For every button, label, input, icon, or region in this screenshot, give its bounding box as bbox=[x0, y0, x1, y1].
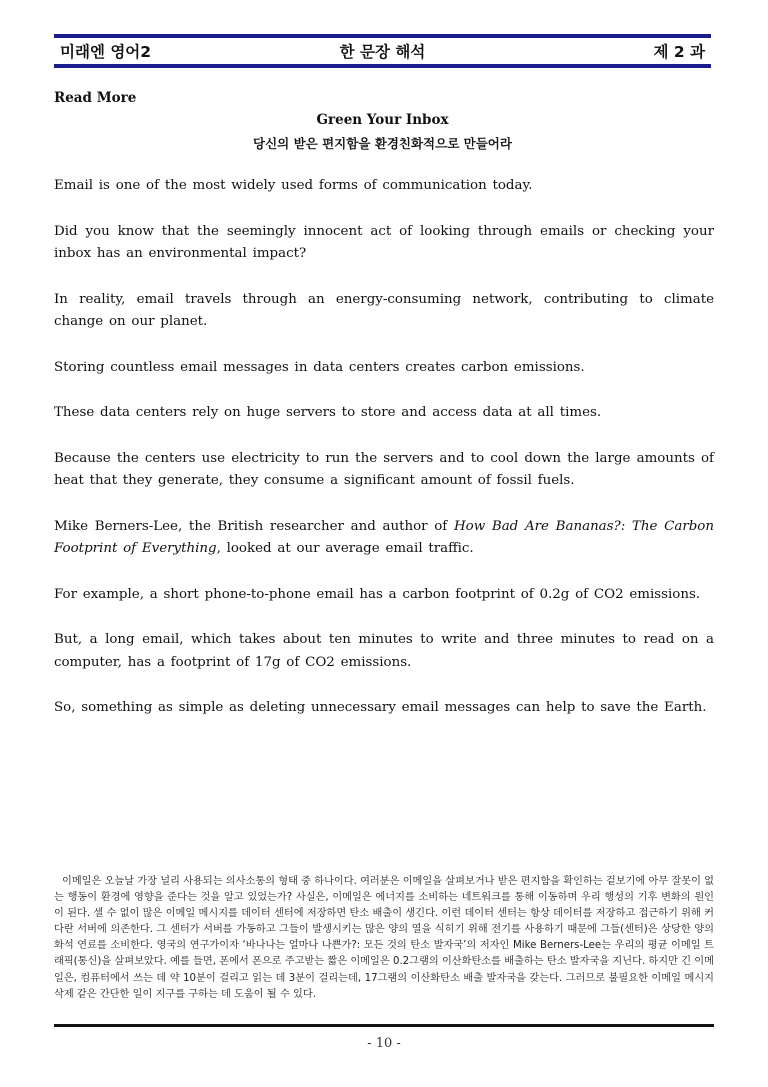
book-title: How Bad Are Bananas?: The Carbon Footprint of Everything bbox=[54, 518, 714, 556]
article-title-english: Green Your Inbox bbox=[316, 112, 449, 128]
paragraph-text: Mike Berners-Lee, the British researcher and author of bbox=[54, 518, 454, 534]
page-number: - 10 - bbox=[367, 1036, 401, 1051]
korean-translation-summary: 이메일은 오늘날 가장 널리 사용되는 의사소통의 형태 중 하나이다. 여러분은 이메일을 살펴보거나 받은 편지함을 확인하는 겉보기에 아무 잘못이 없는 행동이 환경에 영향을 준다는 것을 알고 있었는가? 사실은, 이메일은 에너지를 소비하는 네트워크를 통해 이동하며 우리 행성의 기후 변화의 원인이 된다. 셀 수 없이 많은 이메일 메시지를 데이터 센터에 저장하면 탄소 배출이 생긴다. 이런 데이터 센터는 항상 데이터를 저장하고 접근하기 위해 커다란 서버에 의존한다. 그 센터가 서버를 가동하고 그들이 발생시키는 많은 양의 열을 식히기 위해 전기를 사용하기 때문에 그들(센터)은 상당한 양의 화석 연료를 소비한다. 영국의 연구가이자 ‘바나나는 얼마나 나쁜가?: 모든 것의 탄소 발자국’의 저자인 Mike Berners-Lee는 우리의 평균 이메일 트래픽(통신)을 살펴보았다. 예를 들면, 폰에서 폰으로 주고받는 짧은 이메일은 0.2그램의 이산화탄소를 배출하는 탄소 발자국을 지닌다. 하지만 긴 이메일은, 컴퓨터에서 쓰는 데 약 10분이 걸리고 읽는 데 3분이 걸리는데, 17그램의 이산화탄소 배출 발자국을 갖는다. 그러므로 불필요한 이메일 메시지 삭제 같은 간단한 일이 지구를 구하는 데 도움이 될 수 있다. bbox=[54, 876, 714, 1000]
paragraph: But, a long email, which takes about ten minutes to write and three minutes to read on a computer, has a footprint of 17g of CO2 emissions. bbox=[54, 632, 714, 670]
paragraph: Because the centers use electricity to run the servers and to cool down the large amounts of heat that they generate, they consume a significant amount of fossil fuels. bbox=[54, 450, 714, 488]
paragraph: So, something as simple as deleting unnecessary email messages can help to save the Earth. bbox=[54, 700, 707, 715]
header-section-title: 한 문장 해석 bbox=[339, 43, 426, 61]
header-book-title: 미래엔 영어2 bbox=[60, 43, 152, 61]
paragraph: These data centers rely on huge servers to store and access data at all times. bbox=[54, 405, 602, 420]
paragraph: Email is one of the most widely used forms of communication today. bbox=[54, 178, 533, 193]
paragraph-mike-berners-lee bbox=[54, 516, 714, 561]
header-bottom-rule bbox=[54, 64, 711, 68]
header-lesson-number: 제 2 과 bbox=[653, 43, 705, 61]
article-body bbox=[54, 175, 714, 743]
read-more-label: Read More bbox=[54, 90, 137, 106]
paragraph: For example, a short phone-to-phone email has a carbon footprint of 0.2g of CO2 emissions. bbox=[54, 586, 701, 602]
article-title-korean: 당신의 받은 편지함을 환경친화적으로 만들어라 bbox=[253, 136, 512, 151]
paragraph: Did you know that the seemingly innocent act of looking through emails or checking your inbox has an environmental impact? bbox=[54, 223, 714, 261]
paragraph: Storing countless email messages in data centers creates carbon emissions. bbox=[54, 359, 585, 375]
page-header bbox=[60, 40, 705, 62]
paragraph-text: , looked at our average email traffic. bbox=[216, 541, 474, 556]
header-top-rule bbox=[54, 34, 711, 38]
paragraph: In reality, email travels through an energy-consuming network, contributing to climate change on our planet. bbox=[54, 291, 714, 329]
footer-rule bbox=[54, 1024, 714, 1027]
